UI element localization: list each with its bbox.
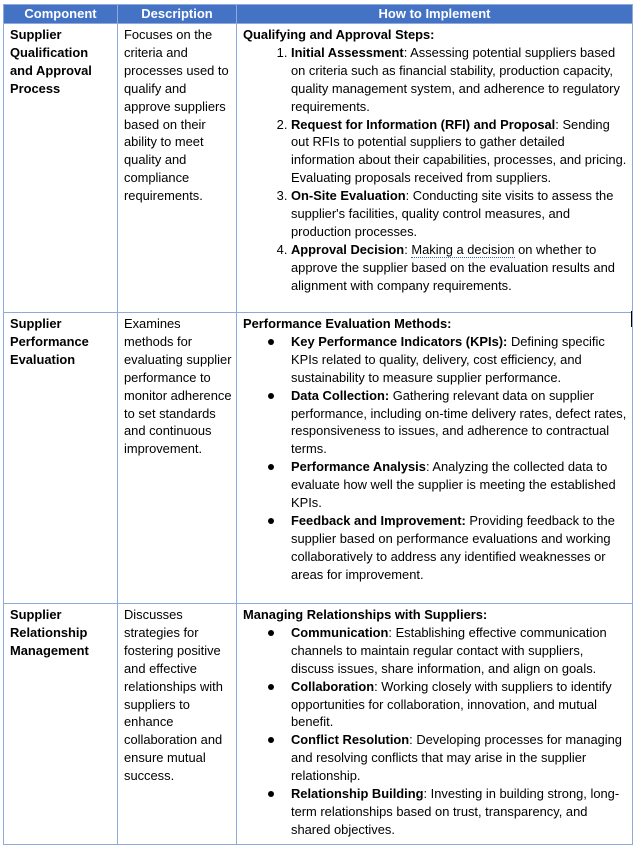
component-cell[interactable]: Supplier Performance Evaluation <box>4 313 118 604</box>
item-term: Key Performance Indicators (KPIs): <box>291 333 508 349</box>
item-term: Relationship Building <box>291 786 424 802</box>
item-separator: : <box>405 188 413 204</box>
list-item <box>291 624 628 678</box>
table-row <box>4 24 633 313</box>
item-text: Assessing potential suppliers based on criteria such as financial stability, production capacity, quality management system, and adherence to regulatory requirements. <box>291 44 620 114</box>
numbered-list <box>243 44 628 295</box>
header-how-to-implement: How to Implement <box>237 5 633 24</box>
item-text: Conducting site visits to assess the supplier's facilities, quality control measures, and production processes. <box>291 188 614 239</box>
bullet-list <box>243 333 628 584</box>
list-item <box>291 785 628 839</box>
header-row <box>4 5 633 24</box>
item-text: Investing in building strong, long-term relationships based on trust, transparency, and shared objectives. <box>291 786 620 837</box>
section-title: Qualifying and Approval Steps: <box>243 27 435 42</box>
list-item <box>291 333 628 387</box>
how-to-implement-cell[interactable] <box>237 604 633 845</box>
item-term: Initial Assessment <box>291 44 404 60</box>
bullet-list <box>243 624 628 839</box>
list-item <box>291 678 628 732</box>
item-text: Analyzing the collected data to evaluate how well the supplier is meeting the established KPIs. <box>291 459 616 511</box>
item-separator: : <box>388 624 396 640</box>
item-separator: : <box>409 732 417 748</box>
item-separator: : <box>374 678 382 694</box>
item-text: Establishing effective communication channels to maintain regular contact with suppliers, discuss issues, share information, and align on goals. <box>291 624 607 676</box>
item-text: Providing feedback to the supplier based on performance evaluations and working collaboratively to address any identified weaknesses or areas for improvement. <box>291 512 615 582</box>
header-component: Component <box>4 5 118 24</box>
component-cell[interactable]: Supplier Relationship Management <box>4 604 118 845</box>
description-cell[interactable]: Discusses strategies for fostering positive and effective relationships with suppliers to enhance collaboration and ensure mutual success. <box>118 604 237 845</box>
item-separator: : <box>403 44 411 60</box>
item-separator: : <box>423 786 431 802</box>
list-item <box>291 387 628 459</box>
section-title: Managing Relationships with Suppliers: <box>243 607 488 622</box>
list-item <box>291 44 628 116</box>
list-item <box>291 458 628 512</box>
list-item <box>291 241 628 295</box>
how-to-implement-cell[interactable] <box>237 313 633 604</box>
component-cell[interactable]: Supplier Qualification and Approval Process <box>4 24 118 313</box>
item-term: Request for Information (RFI) and Proposal <box>291 116 556 132</box>
section-title: Performance Evaluation Methods: <box>243 316 452 331</box>
how-to-implement-cell[interactable] <box>237 24 633 313</box>
description-cell[interactable]: Focuses on the criteria and processes used to qualify and approve suppliers based on their ability to meet quality and compliance requirements. <box>118 24 237 313</box>
list-item <box>291 512 628 584</box>
implementation-table <box>3 4 633 845</box>
list-item <box>291 116 628 188</box>
item-text: Sending out RFIs to potential suppliers to gather detailed information about their capabilities, processes, and pricing. Evaluating proposals received from suppliers. <box>291 116 627 186</box>
item-text: Defining specific KPIs related to quality, delivery, cost efficiency, and sustainability to measure supplier performance. <box>291 333 605 385</box>
header-description: Description <box>118 5 237 24</box>
item-term: Collaboration <box>291 678 375 694</box>
item-separator: : <box>555 116 563 132</box>
list-item <box>291 731 628 785</box>
item-term: Data Collection: <box>291 387 390 403</box>
item-text: Working closely with suppliers to identify opportunities for collaboration, innovation, and mutual benefit. <box>291 678 612 730</box>
item-text: on whether to approve the supplier based on the evaluation results and alignment with company requirements. <box>291 241 615 293</box>
item-separator: : <box>404 241 412 257</box>
item-term: Conflict Resolution <box>291 732 410 748</box>
item-term: Communication <box>291 624 389 640</box>
table-row <box>4 313 633 604</box>
item-text: Developing processes for managing and resolving conflicts that may arise in the supplier relationship. <box>291 732 622 784</box>
description-cell[interactable]: Examines methods for evaluating supplier performance to monitor adherence to set standards and continuous improvement. <box>118 313 237 604</box>
text-cursor <box>631 311 632 327</box>
item-term: Performance Analysis <box>291 459 426 475</box>
item-term: Feedback and Improvement: <box>291 512 466 528</box>
list-item <box>291 187 628 241</box>
grammar-flagged-text[interactable]: Making a decision <box>411 241 515 257</box>
item-text: Gathering relevant data on supplier performance, including on-time delivery rates, defect rates, responsiveness to issues, and adherence to contractual terms. <box>291 387 627 457</box>
table-row <box>4 604 633 845</box>
item-term: Approval Decision <box>291 241 405 257</box>
item-term: On-Site Evaluation <box>291 188 406 204</box>
item-separator: : <box>425 459 433 475</box>
